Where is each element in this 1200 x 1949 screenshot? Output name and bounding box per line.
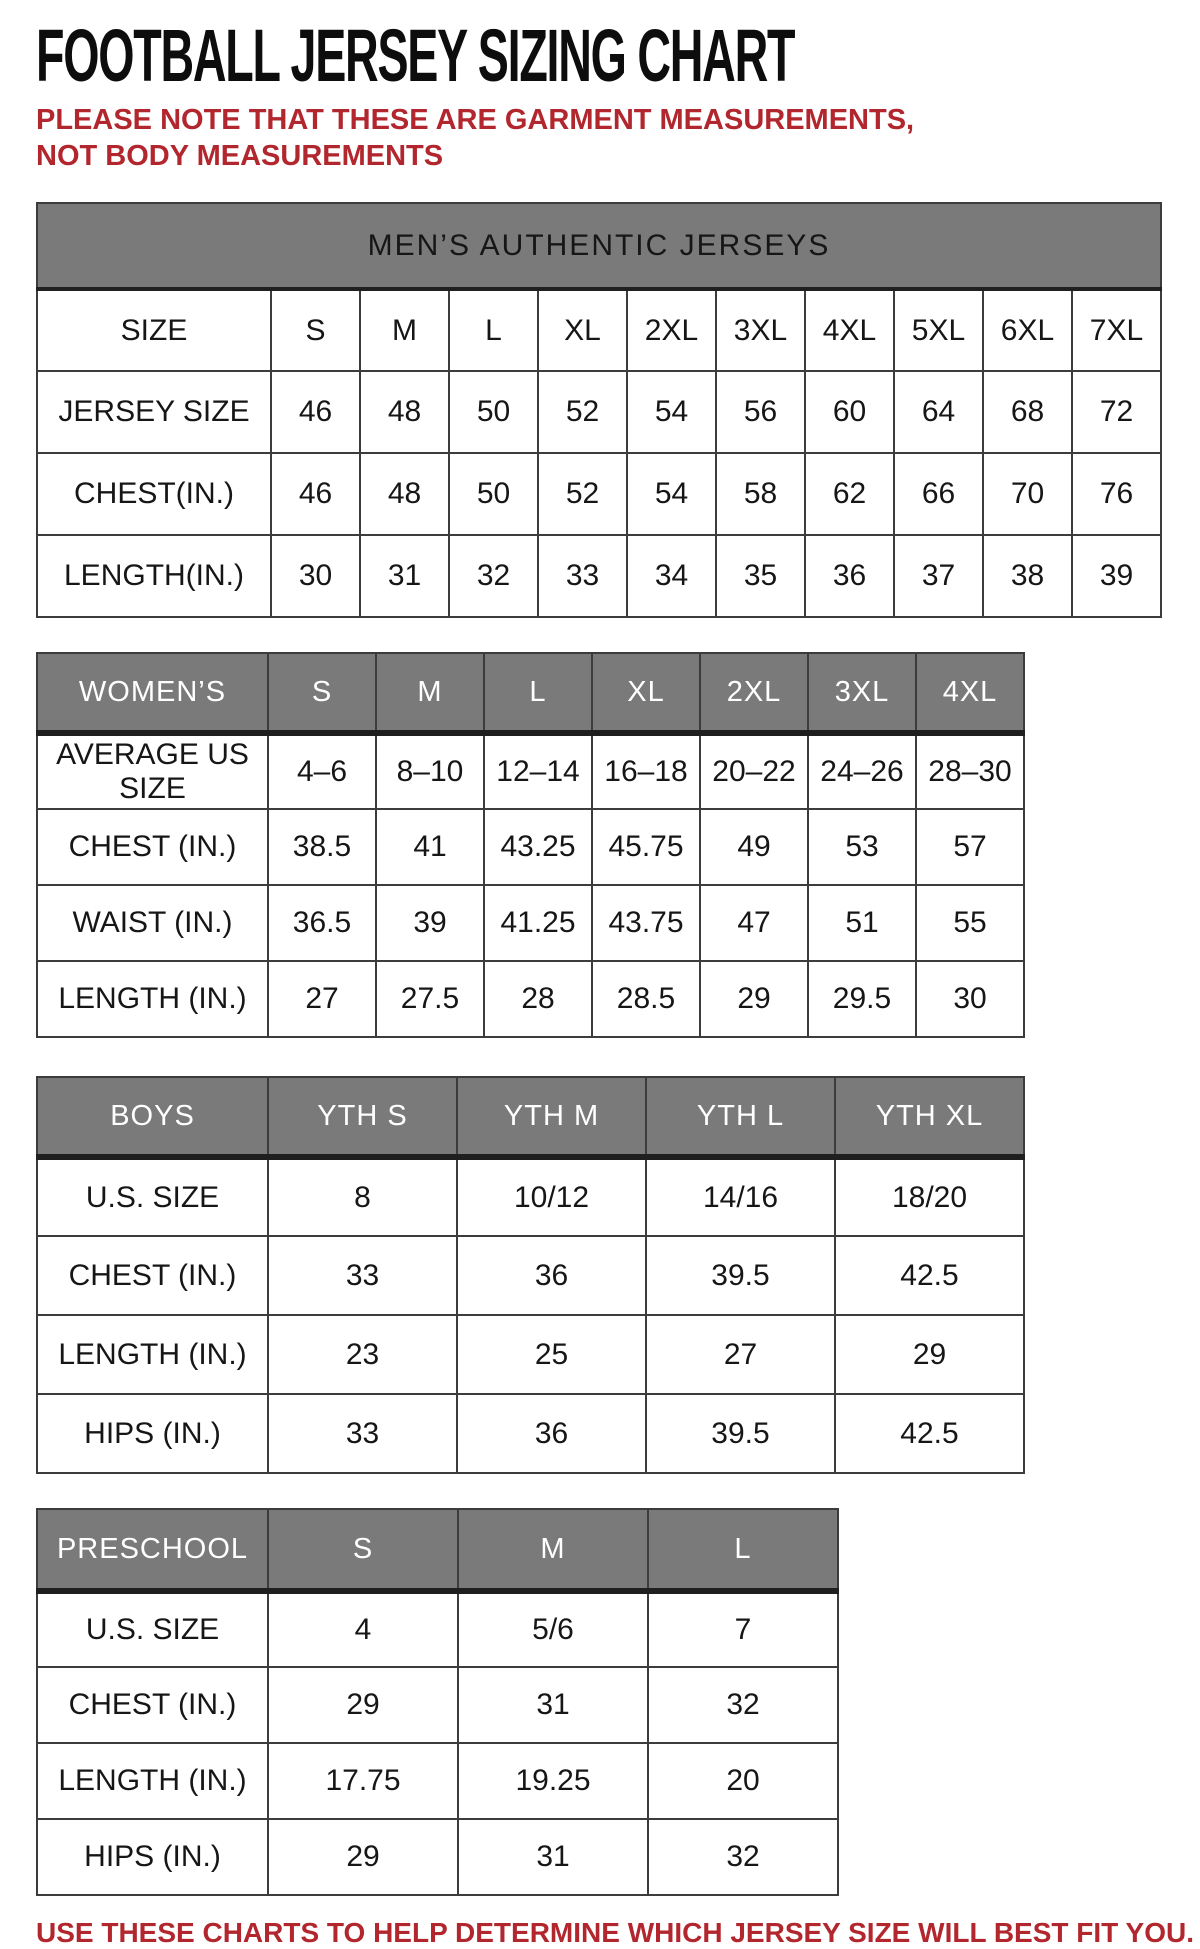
preschool-cell: 31 — [458, 1819, 648, 1895]
womens-column-header: L — [484, 653, 592, 733]
womens-row-label: LENGTH (IN.) — [37, 961, 268, 1037]
mens-cell: 50 — [449, 371, 538, 453]
womens-cell: 27.5 — [376, 961, 484, 1037]
womens-table-row — [37, 809, 1024, 885]
boys-cell: 33 — [268, 1394, 457, 1473]
mens-table-row — [37, 371, 1161, 453]
womens-cell: 24–26 — [808, 733, 916, 809]
womens-sizing-table — [36, 652, 1025, 1038]
size-tables-container — [36, 202, 1200, 1896]
boys-cell: 39.5 — [646, 1394, 835, 1473]
boys-cell: 33 — [268, 1236, 457, 1315]
mens-cell: 3XL — [716, 289, 805, 371]
boys-cell: 29 — [835, 1315, 1024, 1394]
mens-cell: 54 — [627, 371, 716, 453]
womens-cell: 20–22 — [700, 733, 808, 809]
boys-row-label: CHEST (IN.) — [37, 1236, 268, 1315]
boys-cell: 18/20 — [835, 1157, 1024, 1236]
womens-cell: 39 — [376, 885, 484, 961]
womens-column-header: 3XL — [808, 653, 916, 733]
preschool-cell: 32 — [648, 1667, 838, 1743]
mens-cell: 7XL — [1072, 289, 1161, 371]
mens-row-label: CHEST(IN.) — [37, 453, 271, 535]
mens-cell: 48 — [360, 453, 449, 535]
preschool-cell: 31 — [458, 1667, 648, 1743]
mens-table-row — [37, 535, 1161, 617]
mens-cell: 68 — [983, 371, 1072, 453]
mens-cell: 76 — [1072, 453, 1161, 535]
womens-cell: 30 — [916, 961, 1024, 1037]
preschool-row-label: HIPS (IN.) — [37, 1819, 268, 1895]
preschool-header-label: PRESCHOOL — [37, 1509, 268, 1591]
preschool-cell: 4 — [268, 1591, 458, 1667]
womens-cell: 47 — [700, 885, 808, 961]
preschool-cell: 20 — [648, 1743, 838, 1819]
mens-cell: 70 — [983, 453, 1072, 535]
boys-table-row — [37, 1157, 1024, 1236]
womens-column-header: XL — [592, 653, 700, 733]
boys-header-label: BOYS — [37, 1077, 268, 1157]
mens-table-banner: MEN’S AUTHENTIC JERSEYS — [37, 203, 1161, 289]
preschool-row-label: LENGTH (IN.) — [37, 1743, 268, 1819]
womens-cell: 8–10 — [376, 733, 484, 809]
mens-row-label: LENGTH(IN.) — [37, 535, 271, 617]
boys-cell: 42.5 — [835, 1236, 1024, 1315]
boys-cell: 39.5 — [646, 1236, 835, 1315]
mens-cell: 46 — [271, 453, 360, 535]
mens-cell: 31 — [360, 535, 449, 617]
mens-cell: 72 — [1072, 371, 1161, 453]
mens-cell: 6XL — [983, 289, 1072, 371]
preschool-column-header: M — [458, 1509, 648, 1591]
boys-cell: 27 — [646, 1315, 835, 1394]
mens-cell: XL — [538, 289, 627, 371]
boys-cell: 23 — [268, 1315, 457, 1394]
mens-cell: 54 — [627, 453, 716, 535]
boys-row-label: LENGTH (IN.) — [37, 1315, 268, 1394]
preschool-column-header: L — [648, 1509, 838, 1591]
preschool-cell: 5/6 — [458, 1591, 648, 1667]
boys-row-label: HIPS (IN.) — [37, 1394, 268, 1473]
mens-table-row — [37, 453, 1161, 535]
womens-cell: 53 — [808, 809, 916, 885]
mens-row-label: SIZE — [37, 289, 271, 371]
boys-cell: 36 — [457, 1394, 646, 1473]
mens-cell: 52 — [538, 371, 627, 453]
garment-measurement-note: PLEASE NOTE THAT THESE ARE GARMENT MEASUREMENTS, NOT BODY MEASUREMENTS — [36, 104, 915, 172]
preschool-cell: 19.25 — [458, 1743, 648, 1819]
mens-cell: 36 — [805, 535, 894, 617]
womens-cell: 36.5 — [268, 885, 376, 961]
preschool-column-header: S — [268, 1509, 458, 1591]
boys-cell: 42.5 — [835, 1394, 1024, 1473]
mens-cell: 34 — [627, 535, 716, 617]
mens-cell: 56 — [716, 371, 805, 453]
mens-row-label: JERSEY SIZE — [37, 371, 271, 453]
preschool-sizing-table — [36, 1508, 839, 1896]
boys-table-row — [37, 1394, 1024, 1473]
womens-cell: 38.5 — [268, 809, 376, 885]
womens-cell: 41 — [376, 809, 484, 885]
preschool-cell: 17.75 — [268, 1743, 458, 1819]
preschool-row-label: U.S. SIZE — [37, 1591, 268, 1667]
womens-cell: 12–14 — [484, 733, 592, 809]
womens-cell: 16–18 — [592, 733, 700, 809]
mens-cell: 4XL — [805, 289, 894, 371]
womens-column-header: 2XL — [700, 653, 808, 733]
womens-cell: 27 — [268, 961, 376, 1037]
mens-cell: 32 — [449, 535, 538, 617]
boys-row-label: U.S. SIZE — [37, 1157, 268, 1236]
mens-cell: 33 — [538, 535, 627, 617]
preschool-cell: 29 — [268, 1667, 458, 1743]
preschool-table-row — [37, 1743, 838, 1819]
womens-table-row — [37, 961, 1024, 1037]
boys-cell: 8 — [268, 1157, 457, 1236]
boys-column-header: YTH M — [457, 1077, 646, 1157]
preschool-cell: 29 — [268, 1819, 458, 1895]
mens-cell: 62 — [805, 453, 894, 535]
womens-column-header: M — [376, 653, 484, 733]
mens-cell: 58 — [716, 453, 805, 535]
mens-table-row — [37, 289, 1161, 371]
preschool-table-row — [37, 1591, 838, 1667]
mens-cell: S — [271, 289, 360, 371]
womens-cell: 57 — [916, 809, 1024, 885]
womens-table-row — [37, 885, 1024, 961]
mens-cell: 64 — [894, 371, 983, 453]
boys-cell: 10/12 — [457, 1157, 646, 1236]
womens-column-header: S — [268, 653, 376, 733]
womens-cell: 43.25 — [484, 809, 592, 885]
womens-cell: 29.5 — [808, 961, 916, 1037]
mens-cell: 39 — [1072, 535, 1161, 617]
mens-cell: 52 — [538, 453, 627, 535]
boys-table-row — [37, 1315, 1024, 1394]
page-title: FOOTBALL JERSEY SIZING CHART — [36, 14, 795, 97]
womens-table-row — [37, 733, 1024, 809]
womens-cell: 55 — [916, 885, 1024, 961]
mens-cell: L — [449, 289, 538, 371]
footer-note: USE THESE CHARTS TO HELP DETERMINE WHICH JERSEY SIZE WILL BEST FIT YOU. — [36, 1917, 1194, 1948]
womens-header-label: WOMEN’S — [37, 653, 268, 733]
mens-cell: 35 — [716, 535, 805, 617]
womens-cell: 43.75 — [592, 885, 700, 961]
mens-cell: 48 — [360, 371, 449, 453]
womens-cell: 41.25 — [484, 885, 592, 961]
womens-cell: 28 — [484, 961, 592, 1037]
boys-sizing-table — [36, 1076, 1025, 1474]
mens-cell: 66 — [894, 453, 983, 535]
boys-cell: 14/16 — [646, 1157, 835, 1236]
boys-cell: 25 — [457, 1315, 646, 1394]
boys-column-header: YTH XL — [835, 1077, 1024, 1157]
mens-sizing-table — [36, 202, 1162, 618]
mens-cell: 38 — [983, 535, 1072, 617]
womens-cell: 29 — [700, 961, 808, 1037]
boys-table-row — [37, 1236, 1024, 1315]
boys-cell: 36 — [457, 1236, 646, 1315]
womens-cell: 4–6 — [268, 733, 376, 809]
womens-cell: 45.75 — [592, 809, 700, 885]
womens-cell: 51 — [808, 885, 916, 961]
mens-cell: 37 — [894, 535, 983, 617]
mens-cell: 5XL — [894, 289, 983, 371]
mens-cell: 46 — [271, 371, 360, 453]
preschool-cell: 7 — [648, 1591, 838, 1667]
womens-column-header: 4XL — [916, 653, 1024, 733]
mens-cell: 2XL — [627, 289, 716, 371]
preschool-table-row — [37, 1667, 838, 1743]
preschool-row-label: CHEST (IN.) — [37, 1667, 268, 1743]
mens-cell: 30 — [271, 535, 360, 617]
womens-cell: 49 — [700, 809, 808, 885]
mens-cell: M — [360, 289, 449, 371]
preschool-cell: 32 — [648, 1819, 838, 1895]
boys-column-header: YTH L — [646, 1077, 835, 1157]
womens-cell: 28–30 — [916, 733, 1024, 809]
womens-row-label: CHEST (IN.) — [37, 809, 268, 885]
womens-cell: 28.5 — [592, 961, 700, 1037]
preschool-table-row — [37, 1819, 838, 1895]
womens-row-label: AVERAGE US SIZE — [37, 733, 268, 809]
mens-cell: 60 — [805, 371, 894, 453]
mens-cell: 50 — [449, 453, 538, 535]
womens-row-label: WAIST (IN.) — [37, 885, 268, 961]
boys-column-header: YTH S — [268, 1077, 457, 1157]
